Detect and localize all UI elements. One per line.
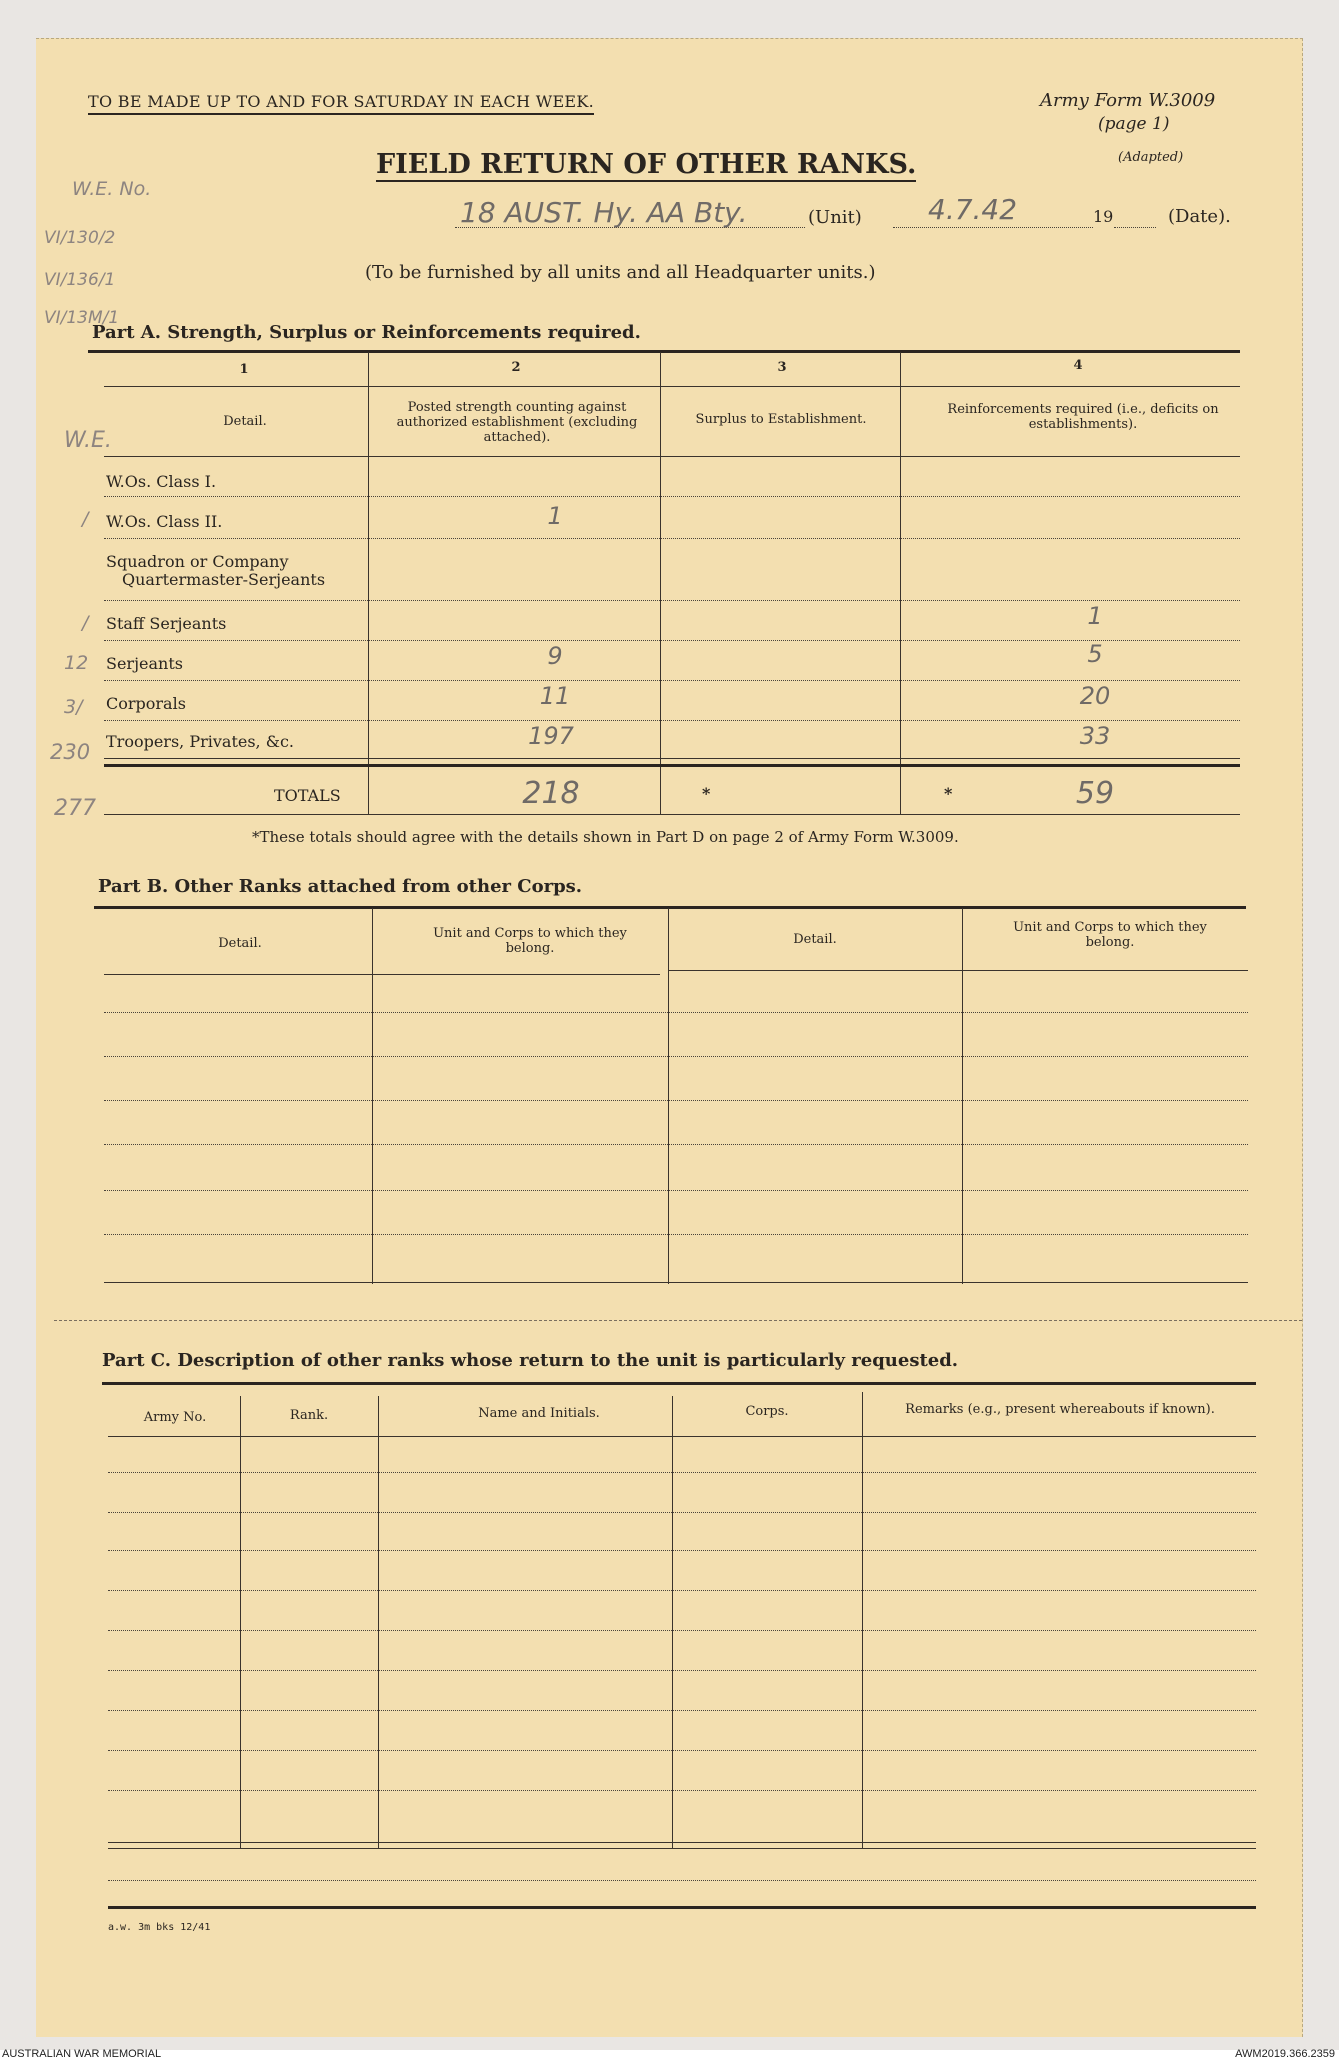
margin-corporals: 3/	[64, 696, 83, 718]
footer-right: AWM2019.366.2359	[1235, 2048, 1335, 2060]
col-number-3: 3	[777, 360, 787, 375]
adapted-label: (Adapted)	[1118, 150, 1184, 165]
row-rule	[104, 680, 1240, 681]
row-detail-cqms: Squadron or Company	[106, 552, 289, 571]
unit-line	[455, 227, 805, 228]
date-label: (Date).	[1168, 206, 1231, 227]
form-title: FIELD RETURN OF OTHER RANKS.	[376, 149, 917, 180]
totals-top-rule	[104, 764, 1240, 767]
part-b-top-rule	[94, 906, 1246, 909]
totals-bottom-rule	[104, 814, 1240, 815]
part-b-header-unit-2: Unit and Corps to which they belong.	[1013, 920, 1207, 950]
part-a-col-divider-1	[368, 352, 369, 814]
part-c-double-rule	[108, 1848, 1256, 1849]
totals-label: TOTALS	[274, 786, 341, 805]
totals-surplus-asterisk: *	[702, 784, 711, 803]
part-b-row-rule	[104, 1100, 1248, 1101]
row-rule	[104, 538, 1240, 539]
margin-wo2: /	[82, 508, 89, 530]
part-c-header-name: Name and Initials.	[478, 1406, 600, 1421]
posted-wo2: 1	[547, 502, 563, 530]
margin-ref-3: VI/13M/1	[44, 308, 120, 328]
posted-serjeants: 9	[547, 642, 563, 670]
col-number-rule	[104, 386, 1240, 387]
part-c-row-rule	[108, 1590, 1256, 1591]
part-c-row-rule	[108, 1670, 1256, 1671]
part-c-top-rule	[102, 1382, 1256, 1385]
header-surplus: Surplus to Establishment.	[695, 412, 867, 427]
part-c-row-rule	[108, 1750, 1256, 1751]
posted-corporals: 11	[539, 682, 571, 710]
row-detail-serjeants: Serjeants	[106, 654, 183, 673]
form-name: Army Form W.3009	[1040, 90, 1216, 111]
part-b-row-rule	[104, 1190, 1248, 1191]
part-b-header-detail-2: Detail.	[793, 932, 837, 947]
part-b-header-unit-1: Unit and Corps to which they belong.	[433, 926, 627, 956]
date-line	[893, 227, 1093, 228]
perforation-line	[54, 1320, 1302, 1321]
row-detail-cqms-2: Quartermaster-Serjeants	[122, 570, 326, 589]
row-detail-troopers: Troopers, Privates, &c.	[106, 732, 295, 751]
part-c-row-rule	[108, 1710, 1256, 1711]
part-b-bottom-rule	[104, 1282, 1248, 1283]
part-c-bottom-rule	[108, 1906, 1256, 1909]
posted-troopers: 197	[528, 722, 574, 750]
part-c-row-rule	[108, 1472, 1256, 1473]
margin-totals: 277	[54, 796, 96, 821]
margin-we: W.E.	[64, 428, 112, 453]
row-rule	[104, 758, 1240, 759]
part-b-col-divider-2	[668, 908, 669, 1284]
top-instruction: TO BE MADE UP TO AND FOR SATURDAY IN EACH WEEK.	[88, 92, 594, 115]
part-b-header-detail-1: Detail.	[218, 936, 262, 951]
part-c-col-divider-4	[862, 1392, 863, 1848]
row-detail-staff-serjeants: Staff Serjeants	[106, 614, 227, 633]
part-b-col-divider-3	[962, 908, 963, 1284]
part-c-header-rank: Rank.	[289, 1408, 329, 1423]
reinf-troopers: 33	[1079, 722, 1111, 750]
part-c-col-divider-2	[378, 1396, 379, 1848]
part-b-row-rule	[104, 1144, 1248, 1145]
totals-reinf-asterisk: *	[944, 784, 953, 803]
row-detail-wo1: W.Os. Class I.	[106, 472, 217, 491]
col-number-4: 4	[1073, 358, 1083, 373]
print-code: a.w. 3m bks 12/41	[108, 1922, 211, 1933]
part-c-double-rule	[108, 1842, 1256, 1843]
margin-we-no: W.E. No.	[72, 178, 152, 200]
reinf-corporals: 20	[1079, 682, 1111, 710]
reinf-serjeants: 5	[1087, 640, 1103, 668]
part-b-row-rule	[104, 1056, 1248, 1057]
part-b-col-divider-1	[372, 908, 373, 1284]
part-c-row-rule	[108, 1550, 1256, 1551]
col-number-2: 2	[511, 360, 521, 375]
part-c-row-rule	[108, 1512, 1256, 1513]
unit-value: 18 AUST. Hy. AA Bty.	[460, 196, 748, 229]
part-c-col-divider-3	[672, 1396, 673, 1848]
part-c-header-remarks: Remarks (e.g., present whereabouts if known).	[905, 1402, 1215, 1417]
row-rule	[104, 496, 1240, 497]
date-value: 4.7.42	[928, 193, 1018, 226]
part-a-col-divider-2	[660, 352, 661, 814]
header-posted: Posted strength counting against authorized establishment (excluding attached).	[396, 400, 638, 445]
part-a-footnote: *These totals should agree with the details shown in Part D on page 2 of Army Form W.3009.	[252, 828, 959, 846]
furnish-note: (To be furnished by all units and all Headquarter units.)	[365, 262, 876, 283]
part-a-top-rule	[88, 350, 1240, 353]
header-detail: Detail.	[223, 414, 267, 429]
part-b-heading: Part B. Other Ranks attached from other Corps.	[98, 876, 583, 897]
part-c-heading: Part C. Description of other ranks whose return to the unit is particularly requested.	[102, 1350, 959, 1371]
part-b-row-rule	[104, 1234, 1248, 1235]
col-number-1: 1	[239, 362, 249, 377]
header-bottom-rule	[104, 456, 1240, 457]
header-reinforcements: Reinforcements required (i.e., deficits on establishments).	[947, 402, 1219, 432]
part-c-row-rule	[108, 1630, 1256, 1631]
totals-reinf: 59	[1075, 776, 1115, 811]
year-prefix: 19	[1093, 207, 1114, 226]
row-rule	[104, 720, 1240, 721]
part-a-heading: Part A. Strength, Surplus or Reinforcements required.	[92, 322, 641, 343]
part-c-header-army-no: Army No.	[143, 1410, 207, 1425]
row-detail-wo2: W.Os. Class II.	[106, 512, 223, 531]
part-c-row-rule	[108, 1790, 1256, 1791]
part-c-header-rule	[108, 1436, 1256, 1437]
part-b-header-rule	[104, 974, 660, 975]
part-c-col-divider-1	[240, 1396, 241, 1848]
part-b-header-rule	[668, 970, 1248, 971]
margin-troopers: 230	[50, 740, 91, 764]
year-line	[1114, 227, 1156, 228]
reinf-staff-serjeants: 1	[1087, 602, 1103, 630]
unit-label: (Unit)	[808, 207, 862, 228]
row-rule	[104, 600, 1240, 601]
form-page: (page 1)	[1098, 114, 1170, 134]
margin-ref-2: VI/136/1	[44, 270, 116, 290]
part-c-header-corps: Corps.	[745, 1404, 789, 1419]
margin-staff: /	[82, 612, 89, 634]
footer-left: AUSTRALIAN WAR MEMORIAL	[2, 2048, 162, 2060]
part-a-col-divider-3	[900, 352, 901, 814]
part-b-row-rule	[104, 1012, 1248, 1013]
part-c-row-rule	[108, 1880, 1256, 1881]
margin-serjeants: 12	[64, 652, 89, 674]
row-detail-corporals: Corporals	[106, 694, 186, 713]
margin-ref-1: VI/130/2	[44, 228, 116, 248]
totals-posted: 218	[522, 776, 580, 811]
